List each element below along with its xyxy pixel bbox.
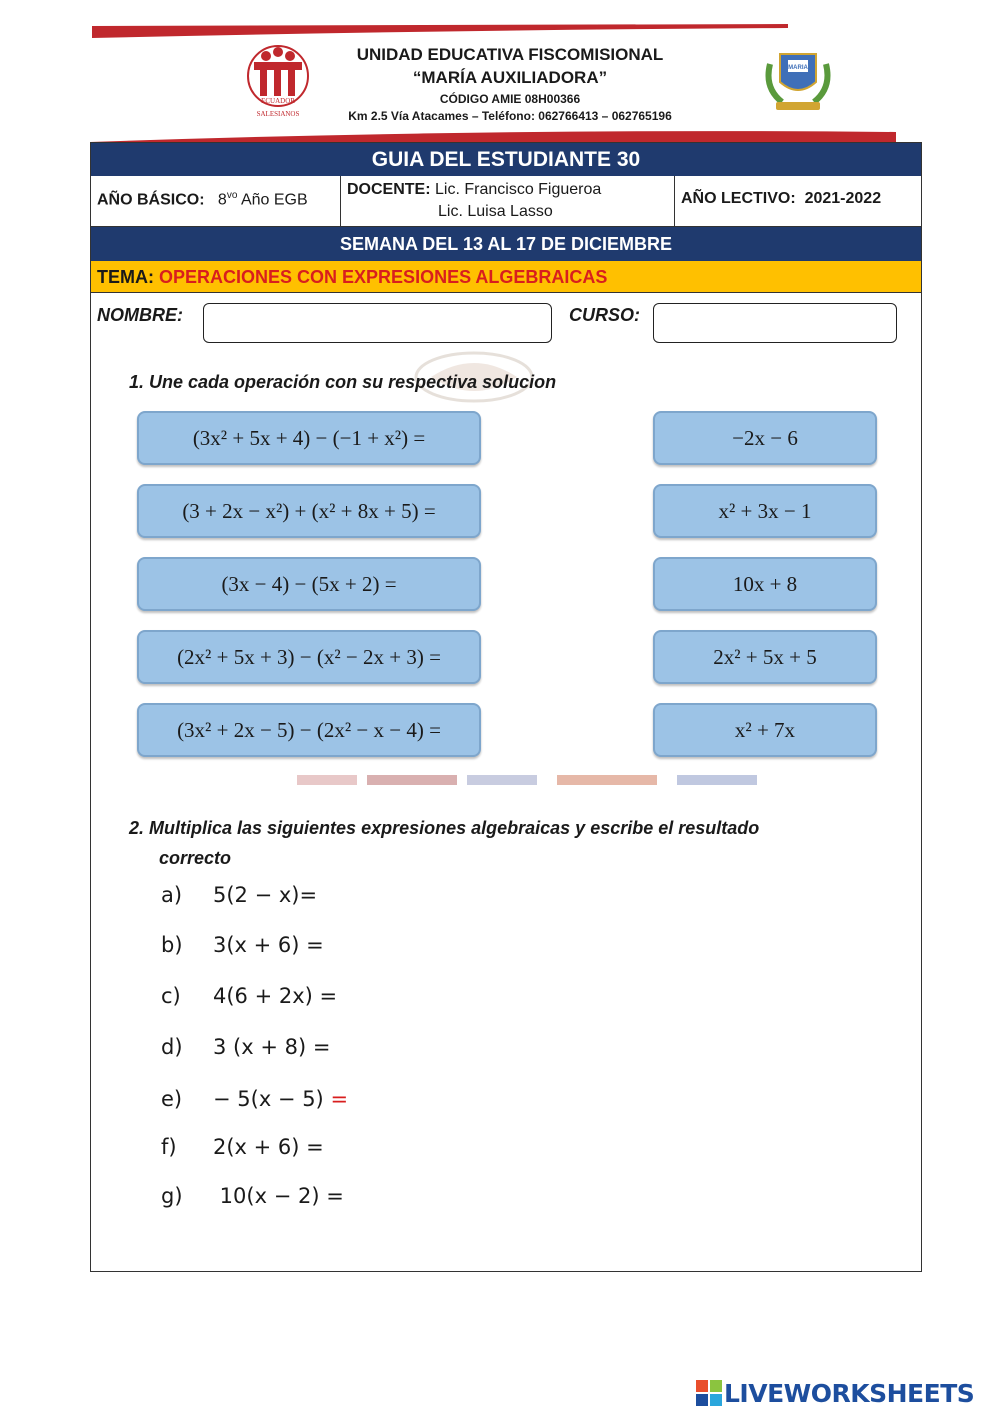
solution-box-5[interactable]: x² + 7x — [653, 703, 877, 757]
exercise-letter: e) — [161, 1087, 183, 1111]
exercise-letter: d) — [161, 1035, 183, 1059]
exercise-expression: 3(x + 6) = — [213, 933, 324, 957]
school-name: UNIDAD EDUCATIVA FISCOMISIONAL — [356, 45, 664, 64]
year-value-num: 8 — [217, 191, 227, 209]
header-bottom-band — [90, 128, 896, 142]
operation-box-1[interactable]: (3x² + 5x + 4) − (−1 + x²) = — [137, 411, 481, 465]
school-crest-logo — [758, 44, 838, 116]
operation-box-4[interactable]: (2x² + 5x + 3) − (x² − 2x + 3) = — [137, 630, 481, 684]
course-label: CURSO: — [569, 305, 640, 325]
school-year-label: AÑO LECTIVO: — [681, 190, 796, 207]
solution-box-2[interactable]: x² + 3x − 1 — [653, 484, 877, 538]
exercise-letter: g) — [161, 1184, 183, 1208]
exercise-b — [161, 930, 324, 960]
teacher-cell — [341, 176, 675, 227]
liveworksheets-brand — [696, 1376, 974, 1410]
exercise-d — [161, 1032, 330, 1062]
week-bar: SEMANA DEL 13 AL 17 DE DICIEMBRE — [91, 227, 921, 261]
topic-bar — [91, 261, 921, 293]
name-input[interactable] — [203, 303, 552, 343]
logo-right-text: MARIA — [788, 65, 808, 71]
operation-box-3[interactable]: (3x − 4) − (5x + 2) = — [137, 557, 481, 611]
topic-label: TEMA: — [97, 267, 154, 287]
exercise-letter: a) — [161, 883, 183, 907]
school-code: CÓDIGO AMIE 08H00366 — [439, 92, 581, 106]
topic-value: OPERACIONES CON EXPRESIONES ALGEBRAICAS — [159, 267, 608, 287]
logo-left-text-2: SALESIANOS — [256, 110, 300, 118]
header-top-band — [92, 24, 788, 38]
exercise-a — [161, 880, 317, 910]
teacher-1: Lic. Francisco Figueroa — [435, 181, 602, 198]
school-header — [300, 44, 720, 124]
year-value-sup: vo — [226, 190, 238, 201]
name-label: NOMBRE: — [97, 305, 183, 325]
question-2-title — [129, 813, 889, 873]
exercise-equals-red: = — [330, 1087, 349, 1111]
exercise-expression: 3 (x + 8) = — [213, 1035, 331, 1059]
solution-box-4[interactable]: 2x² + 5x + 5 — [653, 630, 877, 684]
year-label: AÑO BÁSICO: — [97, 191, 205, 209]
exercise-expression: − 5(x − 5) — [213, 1087, 324, 1111]
exercise-letter: b) — [161, 933, 183, 957]
exercise-expression: 4(6 + 2x) = — [213, 984, 338, 1008]
exercise-letter: c) — [161, 984, 181, 1008]
logo-left-text-1: ECUADOR — [261, 97, 295, 105]
solution-box-3[interactable]: 10x + 8 — [653, 557, 877, 611]
teacher-2: Lic. Luisa Lasso — [438, 203, 553, 220]
info-row — [91, 176, 921, 227]
school-year-value: 2021-2022 — [804, 190, 882, 207]
solution-box-1[interactable]: −2x − 6 — [653, 411, 877, 465]
question-1-title: 1. Une cada operación con su respectiva solucion — [129, 372, 557, 392]
school-address: Km 2.5 Vía Atacames – Teléfono: 062766413 – 062765196 — [348, 109, 672, 123]
operation-box-2[interactable]: (3 + 2x − x²) + (x² + 8x + 5) = — [137, 484, 481, 538]
course-input[interactable] — [653, 303, 897, 343]
guide-title: GUIA DEL ESTUDIANTE 30 — [91, 143, 921, 176]
exercise-expression: 2(x + 6) = — [213, 1135, 324, 1159]
question-2-title-line-1: 2. Multiplica las siguientes expresiones algebraicas y escribe el resultado — [129, 818, 760, 838]
exercise-expression: 10(x − 2) = — [213, 1184, 344, 1208]
school-year-cell — [675, 176, 921, 227]
liveworksheets-icon — [696, 1380, 722, 1406]
decorative-strip — [137, 775, 897, 785]
question-2-title-line-2: correcto — [159, 848, 232, 868]
exercise-e — [161, 1084, 348, 1114]
exercise-g — [161, 1181, 344, 1211]
exercise-f — [161, 1132, 324, 1162]
exercise-c — [161, 981, 337, 1011]
exercise-expression: 5(2 − x)= — [213, 883, 318, 907]
school-year-level-cell — [91, 176, 341, 227]
school-subtitle: “MARÍA AUXILIADORA” — [412, 68, 608, 87]
exercise-letter: f) — [161, 1135, 177, 1159]
teacher-label: DOCENTE: — [347, 181, 431, 198]
brand-text: LIVEWORKSHEETS — [724, 1378, 975, 1408]
worksheet-frame — [90, 142, 922, 1272]
year-value-rest: Año EGB — [237, 191, 308, 209]
operation-box-5[interactable]: (3x² + 2x − 5) − (2x² − x − 4) = — [137, 703, 481, 757]
